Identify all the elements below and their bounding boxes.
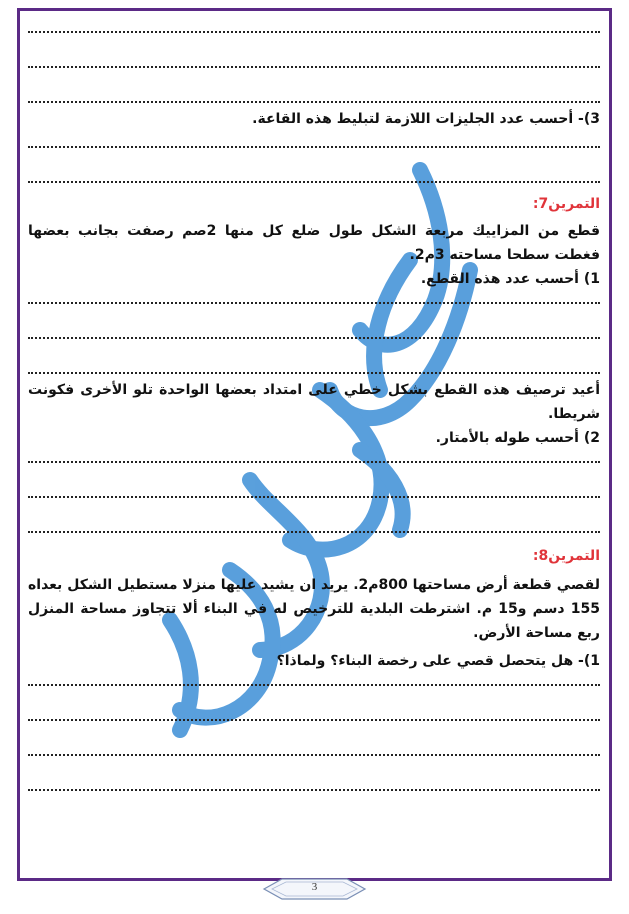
- page-number: 3: [311, 881, 318, 893]
- answer-line: [28, 135, 600, 148]
- exercise7-title: التمرين7:: [532, 196, 600, 212]
- answer-line: [28, 361, 600, 374]
- answer-line: [28, 20, 600, 33]
- answer-line: [28, 90, 600, 103]
- exercise8-title: التمرين8:: [532, 548, 600, 564]
- exercise7-question1: 1) أحسب عدد هذه القطع.: [420, 271, 600, 287]
- answer-line: [28, 170, 600, 183]
- answer-line: [28, 326, 600, 339]
- page-number-badge: [262, 877, 367, 901]
- answer-line: [28, 743, 600, 756]
- answer-line: [28, 673, 600, 686]
- exercise7-statement: قطع من المزاييك مربعة الشكل طول ضلع كل منها 2صم رصفت بجانب بعضها فغطت سطحا مساحته 3م2.: [28, 223, 600, 263]
- exercise8-statement: لقصي قطعة أرض مساحتها 800م2. يريد ان يشيد عليها منزلا مستطيل الشكل بعداه 155 دسم و15 م. اشترطت البلدية للترخيص له في البناء ألا تتجاوز مساحة المنزل ربع مساحة الأرض.: [28, 577, 600, 641]
- exercise6-question3: 3)- أحسب عدد الجليزات اللازمة لتبليط هذه القاعة.: [252, 111, 600, 127]
- answer-line: [28, 291, 600, 304]
- answer-line: [28, 485, 600, 498]
- answer-line: [28, 450, 600, 463]
- exercise8-question1: 1)- هل يتحصل قصي على رخصة البناء؟ ولماذا؟: [276, 653, 600, 669]
- answer-line: [28, 520, 600, 533]
- answer-line: [28, 708, 600, 721]
- exercise7-question2: 2) أحسب طوله بالأمتار.: [435, 430, 600, 446]
- answer-line: [28, 778, 600, 791]
- worksheet-content: [28, 20, 600, 813]
- answer-line: [28, 55, 600, 68]
- exercise7-statement2: أعيد ترصيف هذه القطع بشكل خطي على امتداد بعضها الواحدة تلو الأخرى فكونت شريطا.: [28, 382, 600, 422]
